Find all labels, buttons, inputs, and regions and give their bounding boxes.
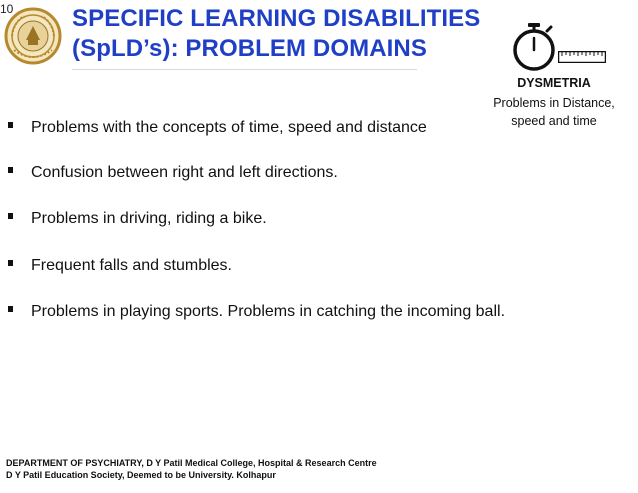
university-seal-icon — [4, 6, 62, 66]
slide-title — [72, 4, 480, 64]
footer — [6, 458, 377, 481]
bullet-text: Confusion between right and left directions. — [31, 164, 338, 181]
square-bullet-icon — [8, 167, 13, 173]
square-bullet-icon — [8, 260, 13, 266]
slide-title-line-2: (SpLD’s): PROBLEM DOMAINS — [72, 35, 427, 62]
dysmetria-caption-line-2: speed and time — [511, 114, 597, 128]
bullet-text: Problems in driving, riding a bike. — [31, 210, 267, 227]
dysmetria-caption — [478, 94, 630, 130]
footer-line-2: D Y Patil Education Society, Deemed to be University. Kolhapur — [6, 469, 276, 480]
dysmetria-heading: DYSMETRIA — [517, 76, 591, 90]
footer-line-1: DEPARTMENT OF PSYCHIATRY, D Y Patil Medical College, Hospital & Research Centre — [6, 458, 377, 468]
slide-number: 10 — [0, 2, 14, 16]
square-bullet-icon — [8, 213, 13, 219]
square-bullet-icon — [8, 306, 13, 312]
square-bullet-icon — [8, 122, 13, 128]
bullet-text: Frequent falls and stumbles. — [31, 257, 232, 274]
slide-title-line-1: SPECIFIC LEARNING DISABILITIES — [72, 5, 481, 32]
title-divider — [72, 69, 417, 70]
bullet-text: Problems with the concepts of time, speed and distance — [31, 119, 427, 136]
stopwatch-icon — [510, 20, 558, 74]
bullet-text: Problems in playing sports. Problems in catching the incoming ball. — [31, 303, 506, 320]
dysmetria-caption-line-1: Problems in Distance, — [493, 96, 615, 110]
ruler-icon — [558, 51, 606, 63]
